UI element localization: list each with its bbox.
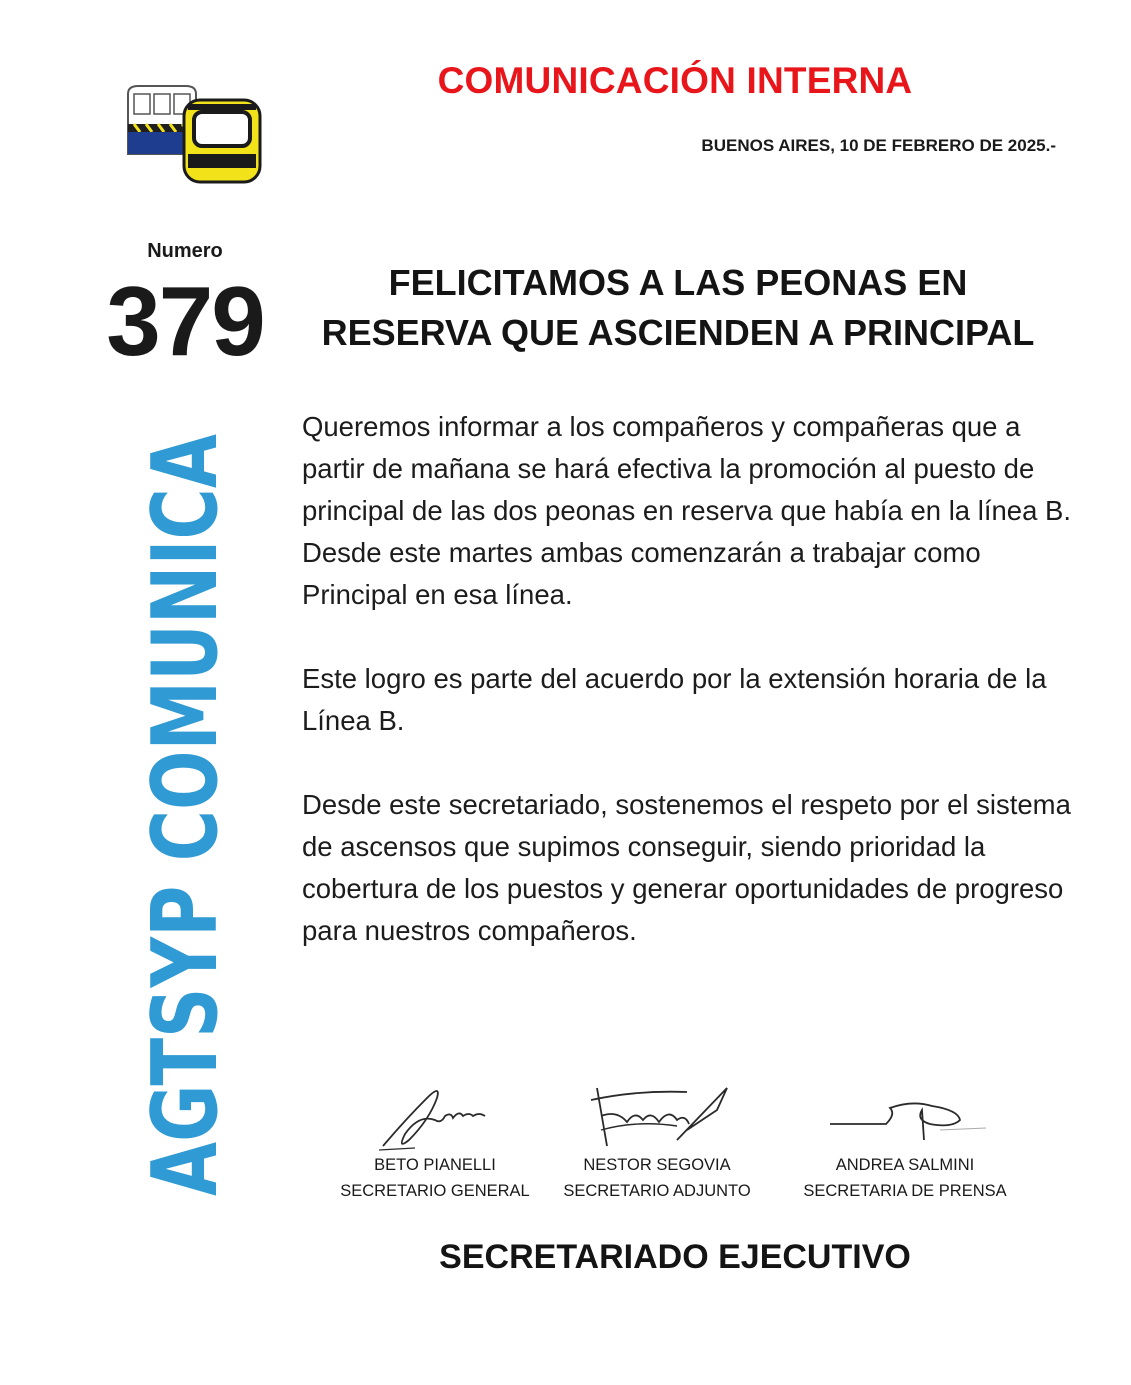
paragraph-2: Este logro es parte del acuerdo por la extensión horaria de la Línea B.: [302, 663, 1047, 736]
paragraph-3: Desde este secretariado, sostenemos el respeto por el sistema de ascensos que supimos conseguir, siendo prioridad la cobertura de los puestos y generar oportunidades de progreso para nuestros compañeros.: [302, 789, 1071, 946]
signature-block: [790, 1080, 1020, 1204]
body-text: [302, 406, 1072, 994]
side-banner: [140, 430, 232, 1200]
signer-role: SECRETARIO GENERAL: [340, 1182, 530, 1200]
number-value: 379: [106, 266, 264, 376]
train-logo-icon: [124, 84, 264, 184]
signer-role: SECRETARIA DE PRENSA: [803, 1182, 1007, 1200]
signature-image: [577, 1080, 737, 1152]
signature-block: [330, 1080, 540, 1204]
signer-role: SECRETARIO ADJUNTO: [563, 1182, 751, 1200]
signer-name: BETO PIANELLI: [374, 1156, 496, 1174]
headline-line-1: FELICITAMOS A LAS PEONAS EN: [388, 262, 968, 303]
side-banner-text: AGTSYP COMU: [140, 460, 232, 1196]
headline: [296, 258, 1060, 359]
footer-title: SECRETARIADO EJECUTIVO: [439, 1238, 911, 1276]
signature-image: [375, 1080, 495, 1152]
headline-line-2: RESERVA QUE ASCIENDEN A PRINCIPAL: [321, 312, 1035, 354]
signer-name: ANDREA SALMINI: [835, 1156, 975, 1174]
signatures: [330, 1080, 1050, 1210]
signature-block: [552, 1080, 762, 1204]
paragraph-1: Queremos informar a los compañeros y compañeras que a partir de mañana se hará efectiva la promoción al puesto de principal de las dos peonas en reserva que había en la línea B. Desde este martes ambas comenzarán a trabajar como Principal en esa línea.: [302, 411, 1071, 610]
document-title: COMUNICACIÓN INTERNA: [437, 60, 913, 101]
signature-image: [820, 1080, 990, 1152]
document-date: BUENOS AIRES, 10 DE FEBRERO DE 2025.-: [701, 136, 1056, 155]
signer-name: NESTOR SEGOVIA: [583, 1156, 731, 1174]
number-label: Numero: [147, 240, 223, 262]
